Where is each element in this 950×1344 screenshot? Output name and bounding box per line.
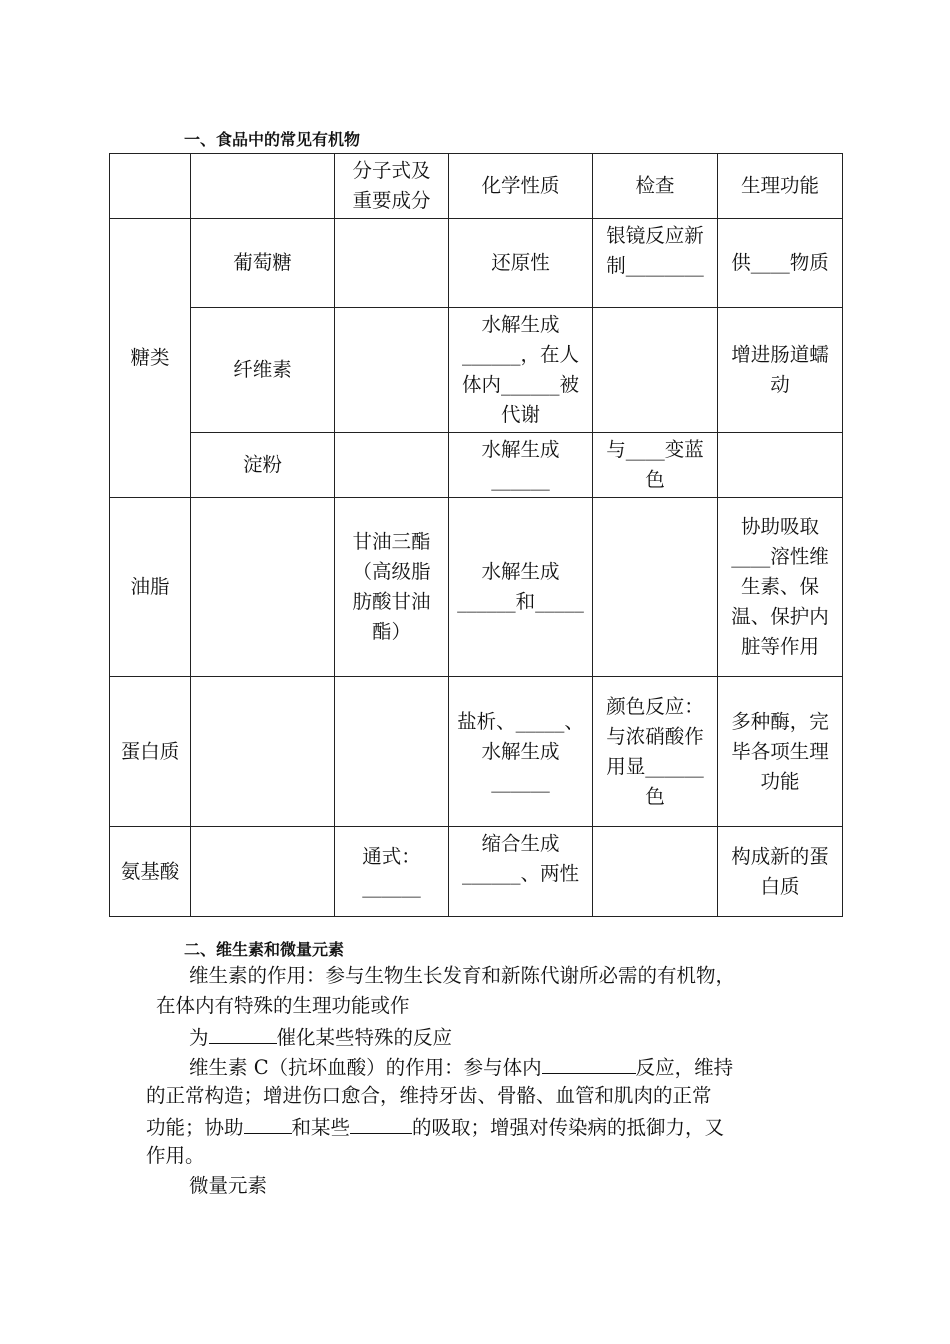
cell-formula	[335, 219, 449, 308]
text-fragment: 为	[189, 1026, 209, 1049]
text-fragment: 的吸取；增强对传染病的抵御力，又	[412, 1116, 725, 1139]
table-row	[110, 677, 843, 827]
table-row	[110, 219, 843, 308]
cell-property: 水解生成______和_____	[449, 498, 593, 677]
group-sugar: 糖类	[110, 219, 191, 498]
paragraph-line: 作用。	[146, 1144, 205, 1167]
cell-name	[191, 498, 335, 677]
cell-function: 协助吸取____溶性维生素、保温、保护内脏等作用	[718, 498, 843, 677]
cell-function: 构成新的蛋白质	[718, 827, 843, 917]
table-row	[110, 433, 843, 498]
fill-blank	[244, 1111, 292, 1134]
organic-compounds-table	[109, 153, 843, 917]
cell-property: 水解生成______	[449, 433, 593, 498]
paragraph-line: 的正常构造；增进伤口愈合，维持牙齿、骨骼、血管和肌肉的正常	[146, 1084, 712, 1107]
cell-formula: 甘油三酯（高级脂肪酸甘油酯）	[335, 498, 449, 677]
section-1-title: 一、食品中的常见有机物	[184, 130, 361, 149]
text-fragment: 和某些	[291, 1116, 351, 1139]
cell-function: 增进肠道蠕动	[718, 308, 843, 433]
text-fragment: 催化某些特殊的反应	[276, 1026, 453, 1049]
cell-test	[593, 498, 718, 677]
header-cell-name	[191, 154, 335, 219]
paragraph-line	[189, 1051, 733, 1083]
cell-property: 缩合生成______、两性	[449, 827, 593, 917]
header-cell-property: 化学性质	[449, 154, 593, 219]
cell-test	[593, 827, 718, 917]
group-protein: 蛋白质	[110, 677, 191, 827]
section-2-title: 二、维生素和微量元素	[184, 940, 345, 959]
cell-name: 葡萄糖	[191, 219, 335, 308]
cell-name: 淀粉	[191, 433, 335, 498]
text-fragment: 功能；协助	[146, 1116, 244, 1139]
header-cell-test: 检查	[593, 154, 718, 219]
cell-property: 盐析、_____、水解生成______	[449, 677, 593, 827]
cell-name	[191, 827, 335, 917]
cell-name: 纤维素	[191, 308, 335, 433]
group-amino: 氨基酸	[110, 827, 191, 917]
text-fragment: 维生素 C（抗坏血酸）的作用：参与体内	[189, 1056, 542, 1079]
header-cell-group	[110, 154, 191, 219]
paragraph-line	[189, 1021, 452, 1053]
table-row	[110, 498, 843, 677]
cell-test	[593, 308, 718, 433]
cell-test: 银镜反应新制________	[593, 219, 718, 308]
table-row	[110, 827, 843, 917]
paragraph-line: 微量元素	[189, 1174, 268, 1197]
group-fat: 油脂	[110, 498, 191, 677]
cell-function: 多种酶，完毕各项生理功能	[718, 677, 843, 827]
fill-blank	[209, 1021, 277, 1044]
cell-formula	[335, 677, 449, 827]
cell-name	[191, 677, 335, 827]
cell-formula	[335, 433, 449, 498]
cell-property: 还原性	[449, 219, 593, 308]
header-cell-formula: 分子式及重要成分	[335, 154, 449, 219]
cell-property: 水解生成______，在人体内______被代谢	[449, 308, 593, 433]
cell-test: 颜色反应：与浓硝酸作用显______色	[593, 677, 718, 827]
fill-blank	[542, 1051, 636, 1074]
cell-function	[718, 433, 843, 498]
cell-formula	[335, 308, 449, 433]
text-fragment: 反应，维持	[635, 1056, 734, 1079]
cell-formula: 通式：______	[335, 827, 449, 917]
table-row	[110, 308, 843, 433]
fill-blank	[350, 1111, 412, 1134]
header-cell-function: 生理功能	[718, 154, 843, 219]
table-header-row	[110, 154, 843, 219]
paragraph-line	[146, 1111, 724, 1143]
cell-test: 与____变蓝色	[593, 433, 718, 498]
paragraph-line: 在体内有特殊的生理功能或作	[156, 994, 410, 1017]
paragraph-line: 维生素的作用：参与生物生长发育和新陈代谢所必需的有机物，	[189, 964, 736, 987]
cell-function: 供____物质	[718, 219, 843, 308]
